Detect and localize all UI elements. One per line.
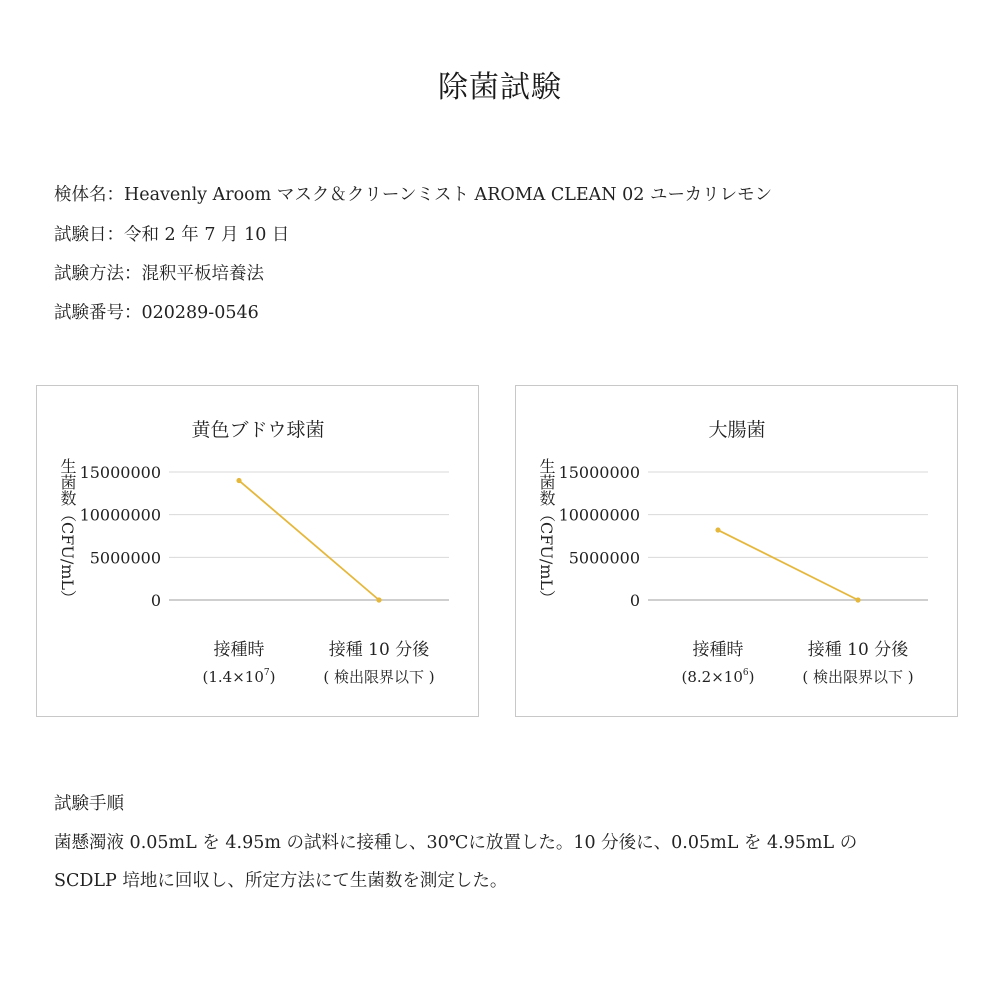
y-tick-label: 10000000 <box>79 505 161 525</box>
procedure-line-1: 菌懸濁液 0.05mL を 4.95m の試料に接種し、30℃に放置した。10 分後に、0.05mL を 4.95mL の <box>54 833 858 853</box>
chart-title: 黄色ブドウ球菌 <box>191 419 325 441</box>
data-point <box>855 597 860 602</box>
chart-ecoli <box>515 385 958 717</box>
chart-staph <box>36 385 479 717</box>
data-point <box>236 478 241 483</box>
chart-y-axis-label: 生菌数（CFU/mL） <box>58 458 77 607</box>
chart-y-axis-label: 生菌数（CFU/mL） <box>537 458 556 607</box>
test-date: 試験日：令和 2 年 7 月 10 日 <box>54 225 290 245</box>
y-tick-label: 5000000 <box>568 548 640 568</box>
x-category-label: 接種時 <box>213 640 265 660</box>
sample-name: 検体名：Heavenly Aroom マスク＆クリーンミスト AROMA CLEAN 02 ユーカリレモン <box>54 185 773 205</box>
y-tick-label: 0 <box>629 591 640 610</box>
chart-staph-svg <box>37 386 480 718</box>
x-category-label: 接種時 <box>692 640 744 660</box>
y-tick-label: 15000000 <box>79 463 161 482</box>
data-point <box>376 597 381 602</box>
y-tick-label: 0 <box>150 591 161 610</box>
chart-title: 大腸菌 <box>708 419 766 441</box>
x-category-sublabel: ( 検出限界以下 ) <box>802 668 914 686</box>
test-method: 試験方法：混釈平板培養法 <box>54 264 264 284</box>
x-category-sublabel: $(1.4\times 10^7)$ <box>202 668 276 686</box>
series-line <box>718 530 858 600</box>
test-number: 試験番号：020289-0546 <box>54 303 259 323</box>
y-tick-label: 10000000 <box>558 505 640 525</box>
data-point <box>715 527 720 532</box>
y-tick-label: 5000000 <box>89 548 161 568</box>
chart-ecoli-svg <box>516 386 959 718</box>
series-line <box>239 481 379 600</box>
page-title: 除菌試験 <box>438 70 562 105</box>
procedure-title: 試験手順 <box>54 794 124 814</box>
procedure-line-2: SCDLP 培地に回収し、所定方法にて生菌数を測定した。 <box>54 871 508 891</box>
x-category-sublabel: $(8.2\times 10^6)$ <box>681 668 755 686</box>
x-category-label: 接種 10 分後 <box>807 640 909 660</box>
x-category-label: 接種 10 分後 <box>328 640 430 660</box>
x-category-sublabel: ( 検出限界以下 ) <box>323 668 435 686</box>
y-tick-label: 15000000 <box>558 463 640 482</box>
